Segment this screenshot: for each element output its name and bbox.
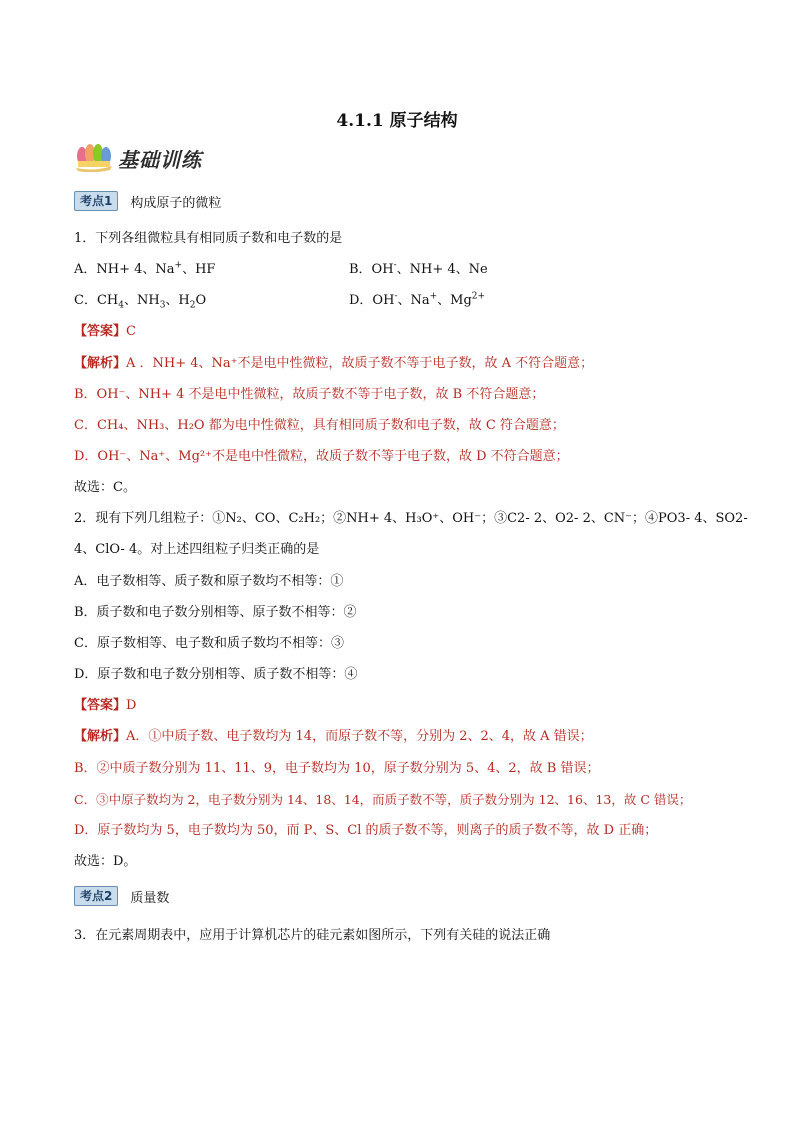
q2-stem-line2: 4、ClO- 4。对上述四组粒子归类正确的是 — [74, 542, 320, 557]
q2-analysis-a: 【解析】A．①中质子数、电子数均为 14，而原子数不等，分别为 2、2、4，故 A 错误； — [74, 729, 593, 744]
q2-analysis-d: D．原子数均为 5，电子数均为 50，而 P、S、Cl 的质子数不等，则离子的质子数不等，故 D 正确； — [74, 823, 658, 838]
q1-option-d: D．OH-、Na+、$Mg^{2+}$ — [349, 291, 486, 308]
section-badge: 考点2 — [74, 886, 118, 906]
q2-answer: 【答案】D — [74, 698, 137, 713]
banner-title: 基础训练 — [118, 148, 202, 172]
q2-analysis-c: C．③中原子数均为 2，电子数分别为 14、18、14，而质子数不等，质子数分别为 12、16、13，故 C 错误； — [74, 792, 692, 807]
q2-option-c: C．原子数相等、电子数和质子数均不相等：③ — [74, 636, 344, 651]
crayons-icon — [74, 142, 114, 172]
q2-conclusion: 故选：D。 — [74, 854, 137, 869]
q1-analysis-b: B．OH⁻、NH+ 4 不是电中性微粒，故质子数不等于电子数，故 B 不符合题意； — [74, 387, 545, 402]
q1-stem: 1．下列各组微粒具有相同质子数和电子数的是 — [74, 231, 343, 246]
section-badge: 考点1 — [74, 191, 118, 211]
q1-answer: 【答案】C — [74, 324, 136, 339]
q2-option-d: D．原子数和电子数分别相等、质子数不相等：④ — [74, 667, 358, 682]
q2-option-a: A．电子数相等、质子数和原子数均不相等：① — [74, 574, 344, 589]
q1-option-c: C．$CH_4$、$NH_3$、$H_2O$ — [74, 293, 207, 311]
section-header-2 — [74, 886, 169, 906]
section-title: 构成原子的微粒 — [130, 195, 222, 211]
page-title: 4.1.1 原子结构 — [336, 111, 458, 131]
q1-conclusion: 故选：C。 — [74, 480, 136, 495]
q1-option-b: B．OH-、NH+ 4、Ne — [349, 260, 488, 277]
q2-stem-line1: 2．现有下列几组粒子：①N₂、CO、C₂H₂；②NH+ 4、H₃O⁺、OH⁻；③C2- 2、O2- 2、CN⁻；④PO3- 4、SO2- — [74, 511, 748, 526]
section-title: 质量数 — [130, 890, 170, 906]
q1-analysis-c: C．CH₄、NH₃、H₂O 都为电中性微粒，具有相同质子数和电子数，故 C 符合题意； — [74, 418, 565, 433]
q1-analysis-d: D．OH⁻、Na⁺、Mg²⁺不是电中性微粒，故质子数不等于电子数，故 D 不符合题意； — [74, 449, 569, 464]
q1-analysis-a: 【解析】A ．NH+ 4、Na⁺不是电中性微粒，故质子数不等于电子数，故 A 不符合题意； — [74, 356, 594, 371]
q1-option-a: A．NH+ 4、Na+、HF — [74, 260, 216, 277]
q3-stem: 3．在元素周期表中，应用于计算机芯片的硅元素如图所示，下列有关硅的说法正确 — [74, 928, 551, 943]
section-header-1 — [74, 191, 221, 211]
q2-option-b: B．质子数和电子数分别相等、原子数不相等：② — [74, 605, 357, 620]
q2-analysis-b: B．②中质子数分别为 11、11、9，电子数均为 10，原子数分别为 5、4、2，故 B 错误； — [74, 761, 600, 776]
